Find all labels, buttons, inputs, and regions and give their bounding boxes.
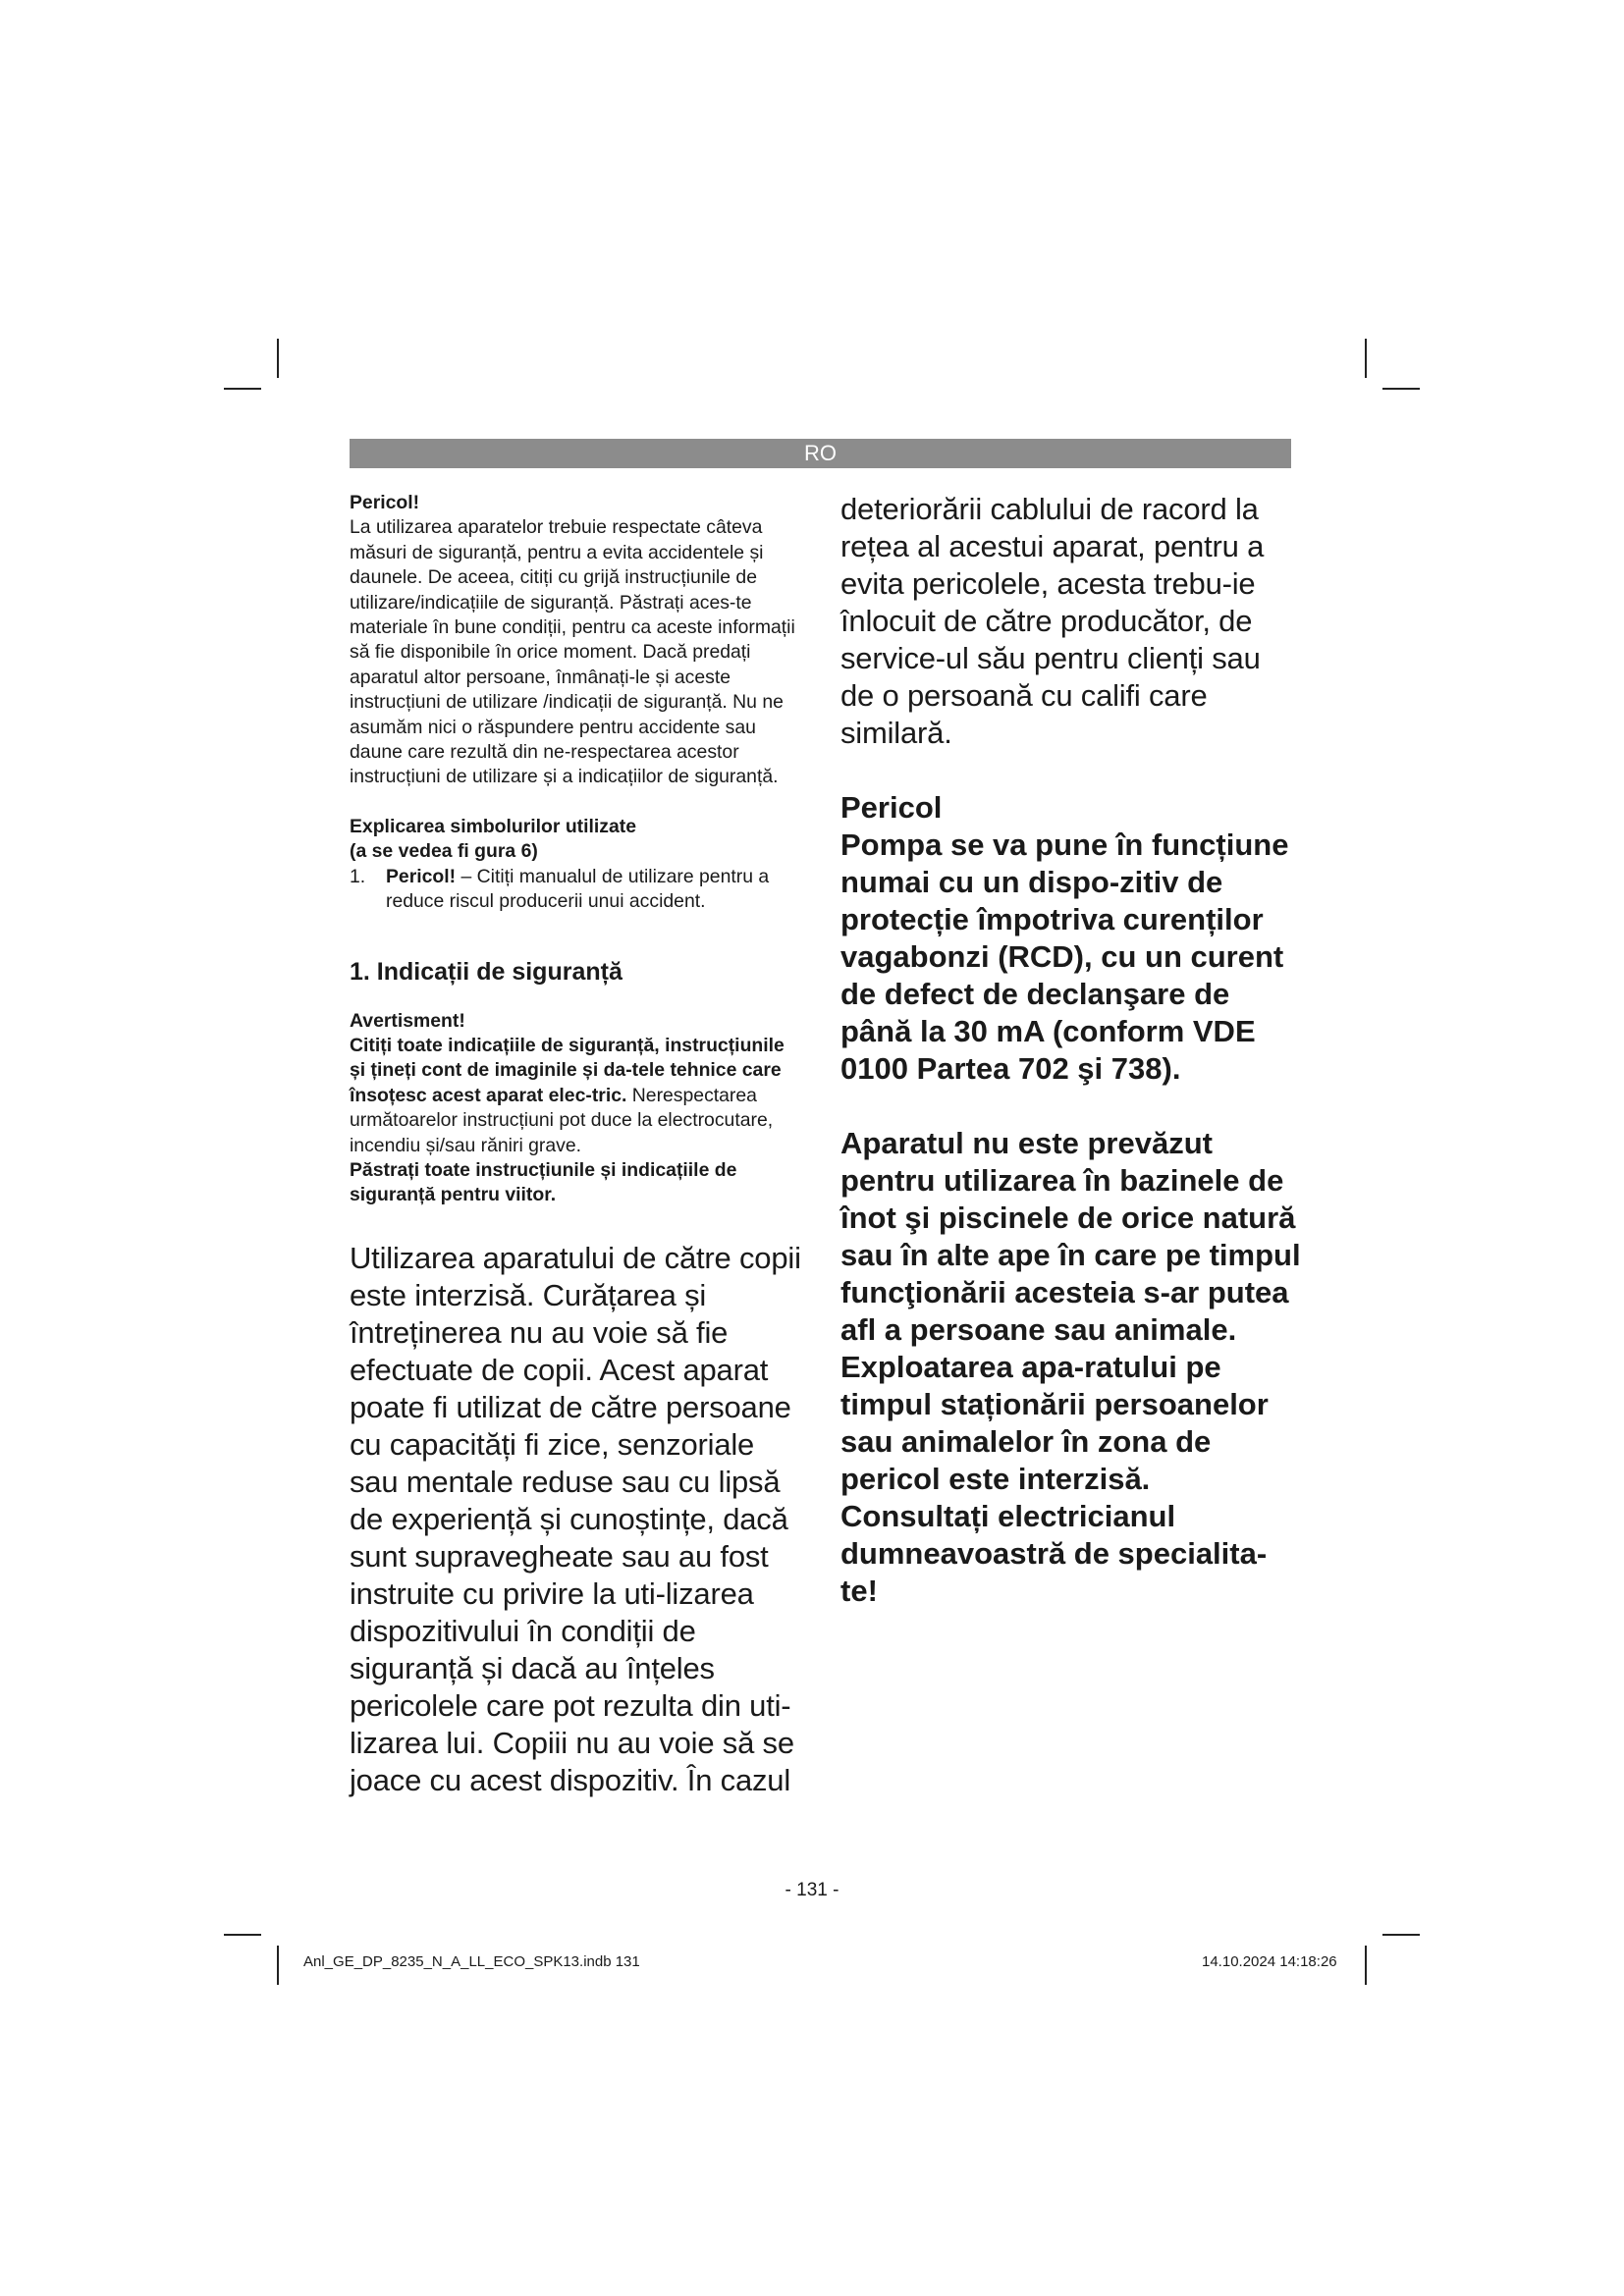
crop-mark — [1382, 1934, 1420, 1936]
list-item — [350, 865, 801, 915]
warning-paragraph — [350, 1034, 801, 1158]
rcd-title: Pericol — [840, 790, 943, 825]
crop-mark — [1365, 1946, 1367, 1985]
footer-filename: Anl_GE_DP_8235_N_A_LL_ECO_SPK13.indb 131 — [303, 1953, 640, 1970]
warning-keep: Păstrați toate instrucțiunile și indicațiile de siguranță pentru viitor. — [350, 1158, 737, 1206]
footer-datetime: 14.10.2024 14:18:26 — [1202, 1953, 1337, 1970]
crop-mark — [277, 1946, 279, 1985]
list-text: – Citiți manualul de utilizare pentru a reduce riscul producerii unui accident. — [386, 865, 770, 913]
danger-title: Pericol! — [350, 492, 420, 513]
page-number: - 131 - — [785, 1880, 839, 1900]
list-number: 1. — [350, 865, 366, 887]
crop-mark — [224, 1934, 261, 1936]
section-heading: 1. Indicații de siguranță — [350, 957, 623, 986]
children-paragraph: Utilizarea aparatului de către copii este interzisă. Curățarea și întreținerea nu au voie să fie efectuate de copii. Acest aparat poate fi utilizat de către persoane cu capacități fi zice, senzoriale sau mentale reduse sau cu lipsă de experiență și cunoștințe, dacă sunt supravegheate sau au fost instruite cu privire la uti-lizarea dispozitivului în condiții de siguranță și dacă au înțeles pericolele care pot rezulta din uti-lizarea lui. Copiii nu au voie să se joace cu acest dispozitiv. În cazul — [350, 1240, 801, 1797]
warning-title: Avertisment! — [350, 1009, 465, 1032]
crop-mark — [277, 339, 279, 378]
pool-paragraph: Aparatul nu este prevăzut pentru utilizarea în bazinele de înot şi piscinele de orice natură sau în alte ape în care pe timpul funcţionării acesteia s-ar putea afl a persoane sau animale. Exploatarea apa-ratului pe timpul staționării persoanelor sau animalelor în zona de pericol este interzisă. Consultați electricianul dumneavoastră de specialita-te! — [840, 1126, 1301, 1608]
cable-paragraph: deteriorării cablului de racord la rețea al acestui aparat, pentru a evita pericolele, acesta trebu-ie înlocuit de către producător, de service-ul său pentru clienți sau de o persoană cu califi care similară. — [840, 492, 1265, 750]
language-bar: RO — [350, 439, 1291, 468]
right-column — [840, 491, 1302, 1610]
danger-paragraph: La utilizarea aparatelor trebuie respectate câteva măsuri de siguranță, pentru a evita accidentele și daunele. De aceea, citiți cu grijă instrucțiunile de utilizare/indicațiile de siguranță. Păstrați aces-te materiale în bune condiții, pentru ca aceste informații să fie disponibile în orice moment. Dacă predați aparatul altor persoane, înmânați-le și aceste instrucțiuni de utilizare /indicații de siguranță. Nu ne asumăm nici o răspundere pentru accidente sau daune care rezultă din ne-respectarea acestor instrucțiuni de utilizare și a indicațiilor de siguranță. — [350, 516, 795, 788]
crop-mark — [1365, 339, 1367, 378]
list-bold: Pericol! — [386, 865, 457, 887]
symbols-title: Explicarea simbolurilor utilizate — [350, 815, 637, 837]
crop-mark — [1382, 388, 1420, 390]
rcd-paragraph: Pompa se va pune în funcțiune numai cu un dispo-zitiv de protecție împotriva curenților vagabonzi (RCD), cu un curent de defect de declanşare de până la 30 mA (conform VDE 0100 Partea 702 şi 738). — [840, 828, 1289, 1086]
warning-text: Nerespectarea următoarelor instrucțiuni pot duce la electrocutare, incendiu și/sau răniri grave. — [350, 1084, 774, 1156]
symbols-subtitle: (a se vedea fi gura 6) — [350, 840, 538, 863]
crop-mark — [224, 388, 261, 390]
symbols-list — [350, 865, 801, 915]
warning-bold: Citiți toate indicațiile de siguranță, instrucțiunile și țineți cont de imaginile și da-tele tehnice care însoțesc acest aparat elec-tric. — [350, 1034, 785, 1106]
left-column — [350, 491, 801, 1799]
